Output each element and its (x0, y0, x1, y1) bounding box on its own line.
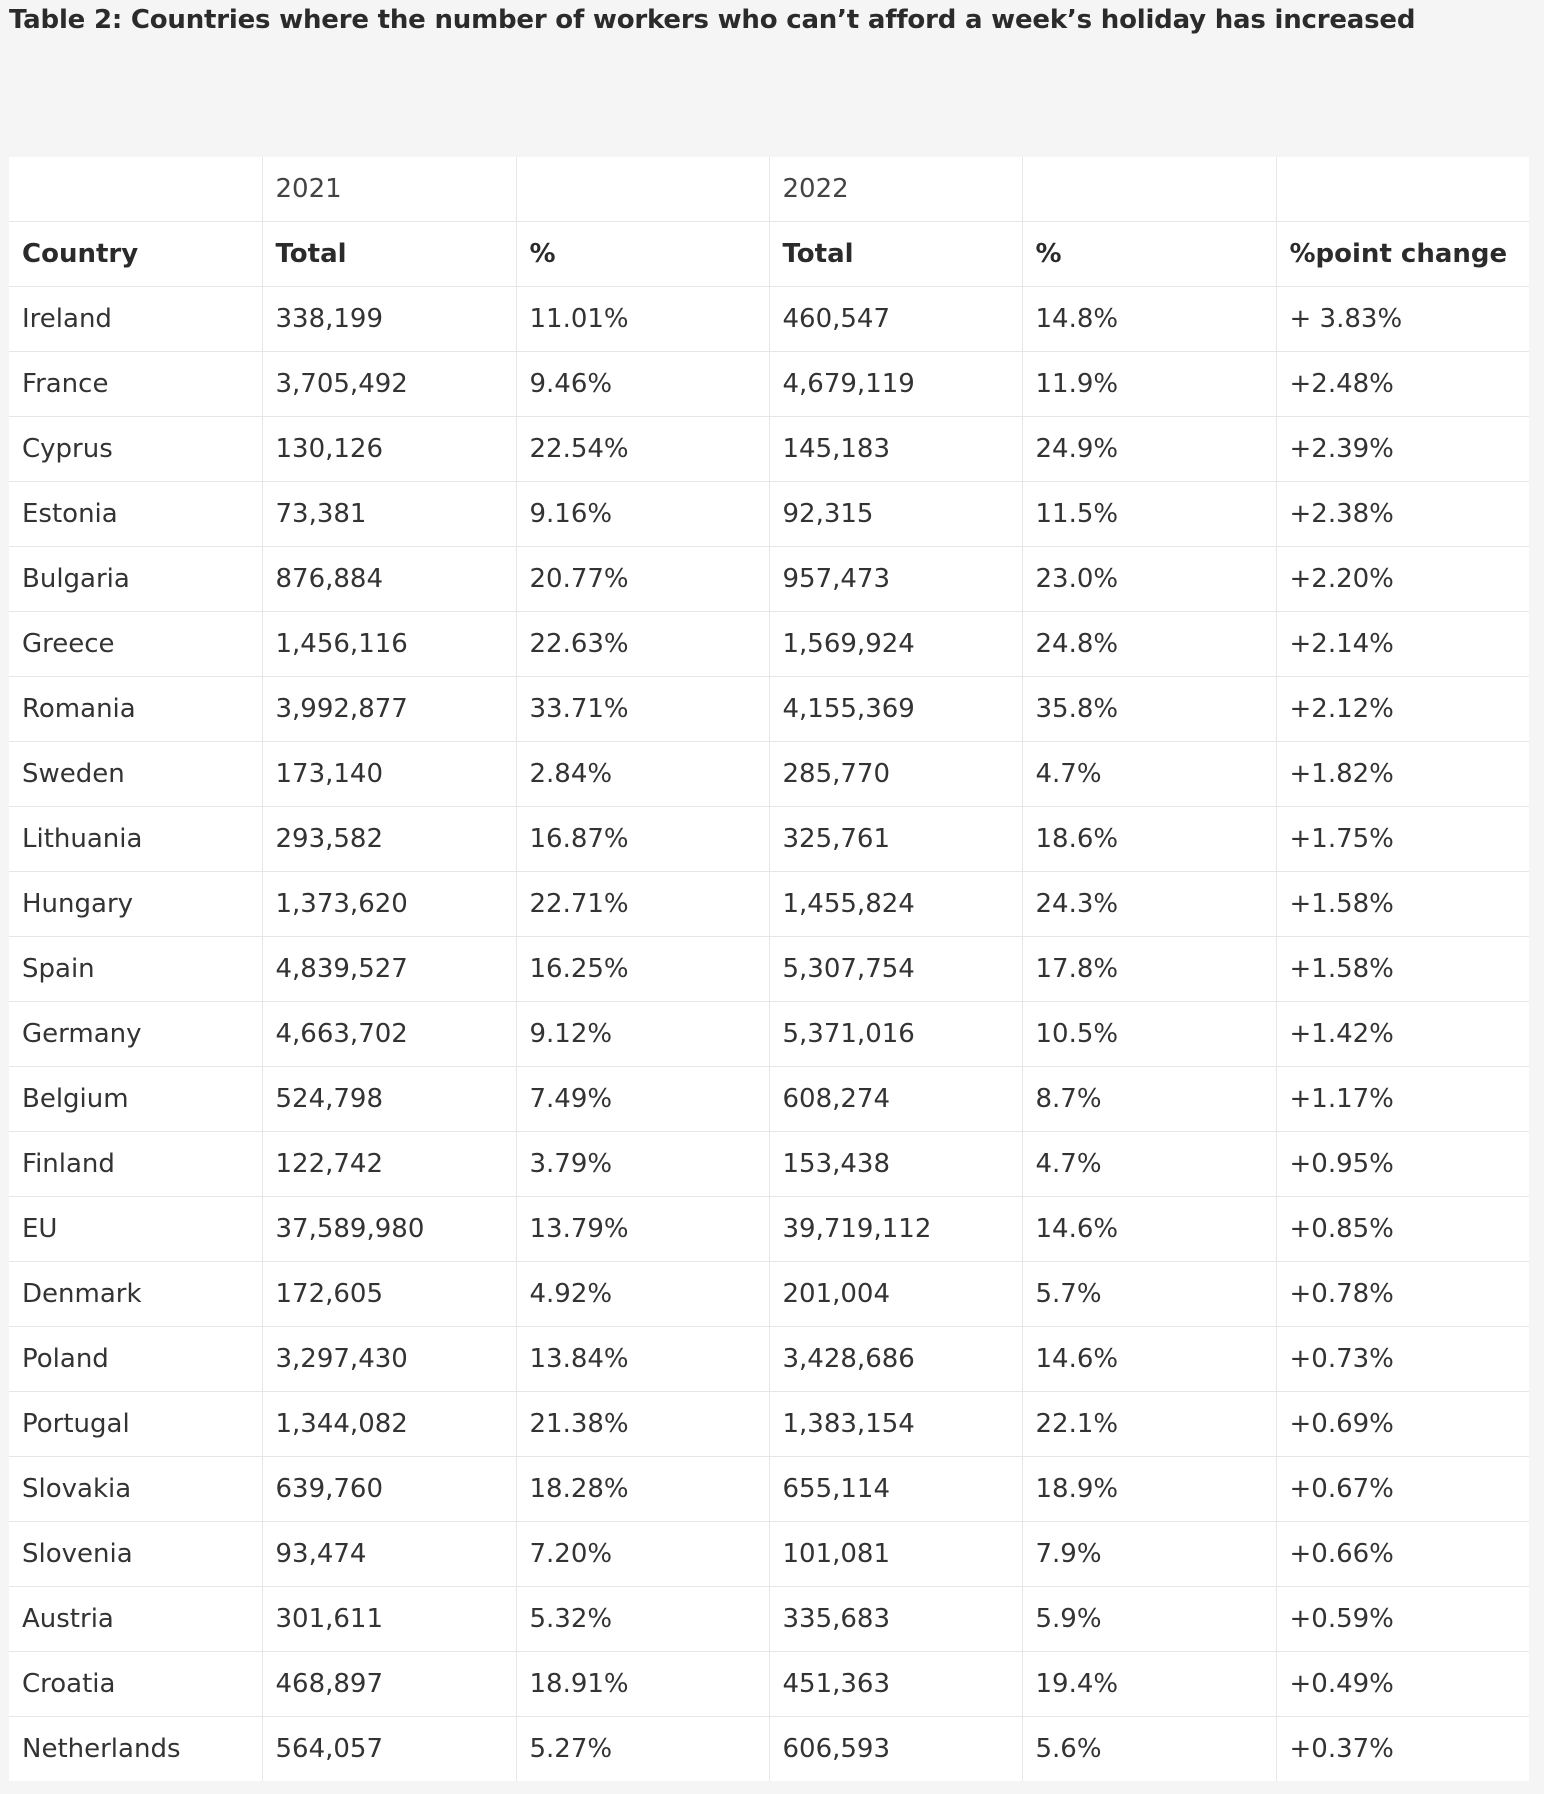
total-2022-cell: 4,155,369 (769, 677, 1022, 742)
table-row (9, 1522, 1529, 1587)
table-row (9, 1132, 1529, 1197)
data-table (9, 157, 1529, 1781)
point-change-cell: +0.69% (1276, 1392, 1529, 1457)
percent-2021-cell: 11.01% (516, 287, 769, 352)
point-change-cell: +1.58% (1276, 937, 1529, 1002)
percent-2021-cell: 13.84% (516, 1327, 769, 1392)
total-2021-cell: 3,705,492 (262, 352, 516, 417)
percent-2022-cell: 17.8% (1022, 937, 1276, 1002)
total-2021-cell: 73,381 (262, 482, 516, 547)
total-2022-cell: 451,363 (769, 1652, 1022, 1717)
point-change-cell: +1.82% (1276, 742, 1529, 807)
percent-2021-cell: 16.87% (516, 807, 769, 872)
country-cell: Bulgaria (9, 547, 262, 612)
total-2022-cell: 285,770 (769, 742, 1022, 807)
table-title: Table 2: Countries where the number of workers who can’t afford a week’s holiday has increased (9, 5, 1416, 35)
country-cell: Estonia (9, 482, 262, 547)
percent-2021-cell: 20.77% (516, 547, 769, 612)
year-cell (1022, 157, 1276, 222)
country-cell: Sweden (9, 742, 262, 807)
total-2021-cell: 293,582 (262, 807, 516, 872)
point-change-cell: +2.20% (1276, 547, 1529, 612)
percent-2021-cell: 4.92% (516, 1262, 769, 1327)
percent-2021-cell: 3.79% (516, 1132, 769, 1197)
percent-2021-cell: 33.71% (516, 677, 769, 742)
table-row (9, 807, 1529, 872)
country-cell: Spain (9, 937, 262, 1002)
year-cell (516, 157, 769, 222)
point-change-cell: +0.85% (1276, 1197, 1529, 1262)
percent-2022-cell: 4.7% (1022, 742, 1276, 807)
header-total-2022: Total (769, 222, 1022, 287)
table-row (9, 1197, 1529, 1262)
table-body (9, 157, 1529, 1781)
total-2022-cell: 5,371,016 (769, 1002, 1022, 1067)
point-change-cell: +2.39% (1276, 417, 1529, 482)
total-2021-cell: 1,344,082 (262, 1392, 516, 1457)
country-cell: Lithuania (9, 807, 262, 872)
percent-2022-cell: 14.6% (1022, 1327, 1276, 1392)
total-2022-cell: 5,307,754 (769, 937, 1022, 1002)
percent-2022-cell: 5.7% (1022, 1262, 1276, 1327)
total-2021-cell: 3,297,430 (262, 1327, 516, 1392)
total-2022-cell: 4,679,119 (769, 352, 1022, 417)
point-change-cell: +1.58% (1276, 872, 1529, 937)
table-row (9, 1652, 1529, 1717)
table-row (9, 1587, 1529, 1652)
header-percent-2022: % (1022, 222, 1276, 287)
point-change-cell: +2.14% (1276, 612, 1529, 677)
country-cell: EU (9, 1197, 262, 1262)
header-percent-2021: % (516, 222, 769, 287)
total-2022-cell: 460,547 (769, 287, 1022, 352)
table-row (9, 547, 1529, 612)
total-2021-cell: 93,474 (262, 1522, 516, 1587)
point-change-cell: + 3.83% (1276, 287, 1529, 352)
percent-2021-cell: 5.27% (516, 1717, 769, 1782)
percent-2022-cell: 14.6% (1022, 1197, 1276, 1262)
table-row (9, 1717, 1529, 1782)
total-2022-cell: 957,473 (769, 547, 1022, 612)
table-row (9, 677, 1529, 742)
percent-2021-cell: 5.32% (516, 1587, 769, 1652)
percent-2022-cell: 24.9% (1022, 417, 1276, 482)
country-cell: Slovenia (9, 1522, 262, 1587)
total-2022-cell: 39,719,112 (769, 1197, 1022, 1262)
total-2022-cell: 3,428,686 (769, 1327, 1022, 1392)
percent-2021-cell: 18.91% (516, 1652, 769, 1717)
total-2021-cell: 173,140 (262, 742, 516, 807)
percent-2021-cell: 7.49% (516, 1067, 769, 1132)
percent-2022-cell: 22.1% (1022, 1392, 1276, 1457)
country-cell: Hungary (9, 872, 262, 937)
percent-2021-cell: 16.25% (516, 937, 769, 1002)
column-header-row (9, 222, 1529, 287)
percent-2022-cell: 24.8% (1022, 612, 1276, 677)
table-row (9, 937, 1529, 1002)
percent-2022-cell: 7.9% (1022, 1522, 1276, 1587)
total-2022-cell: 1,455,824 (769, 872, 1022, 937)
percent-2022-cell: 23.0% (1022, 547, 1276, 612)
table-row (9, 872, 1529, 937)
year-cell (9, 157, 262, 222)
point-change-cell: +2.12% (1276, 677, 1529, 742)
header-country: Country (9, 222, 262, 287)
table-row (9, 287, 1529, 352)
year-header-row (9, 157, 1529, 222)
total-2022-cell: 606,593 (769, 1717, 1022, 1782)
country-cell: Netherlands (9, 1717, 262, 1782)
header-point-change: %point change (1276, 222, 1529, 287)
percent-2021-cell: 22.54% (516, 417, 769, 482)
percent-2021-cell: 2.84% (516, 742, 769, 807)
point-change-cell: +2.38% (1276, 482, 1529, 547)
total-2021-cell: 1,373,620 (262, 872, 516, 937)
country-cell: Portugal (9, 1392, 262, 1457)
table-row (9, 352, 1529, 417)
total-2021-cell: 4,839,527 (262, 937, 516, 1002)
percent-2021-cell: 9.16% (516, 482, 769, 547)
percent-2022-cell: 24.3% (1022, 872, 1276, 937)
total-2021-cell: 564,057 (262, 1717, 516, 1782)
total-2022-cell: 655,114 (769, 1457, 1022, 1522)
total-2021-cell: 4,663,702 (262, 1002, 516, 1067)
percent-2022-cell: 35.8% (1022, 677, 1276, 742)
total-2021-cell: 172,605 (262, 1262, 516, 1327)
point-change-cell: +0.95% (1276, 1132, 1529, 1197)
table-row (9, 1067, 1529, 1132)
total-2022-cell: 608,274 (769, 1067, 1022, 1132)
total-2022-cell: 201,004 (769, 1262, 1022, 1327)
table-row (9, 482, 1529, 547)
country-cell: Belgium (9, 1067, 262, 1132)
percent-2022-cell: 8.7% (1022, 1067, 1276, 1132)
table-row (9, 417, 1529, 482)
percent-2021-cell: 18.28% (516, 1457, 769, 1522)
country-cell: France (9, 352, 262, 417)
total-2021-cell: 130,126 (262, 417, 516, 482)
table-row (9, 1002, 1529, 1067)
total-2022-cell: 335,683 (769, 1587, 1022, 1652)
header-total-2021: Total (262, 222, 516, 287)
percent-2021-cell: 7.20% (516, 1522, 769, 1587)
total-2021-cell: 3,992,877 (262, 677, 516, 742)
year-cell-2022: 2022 (769, 157, 1022, 222)
country-cell: Ireland (9, 287, 262, 352)
percent-2022-cell: 5.6% (1022, 1717, 1276, 1782)
point-change-cell: +0.73% (1276, 1327, 1529, 1392)
point-change-cell: +1.42% (1276, 1002, 1529, 1067)
total-2022-cell: 92,315 (769, 482, 1022, 547)
total-2021-cell: 524,798 (262, 1067, 516, 1132)
country-cell: Poland (9, 1327, 262, 1392)
percent-2021-cell: 9.46% (516, 352, 769, 417)
total-2021-cell: 876,884 (262, 547, 516, 612)
table-row (9, 1392, 1529, 1457)
table-row (9, 1457, 1529, 1522)
percent-2022-cell: 11.9% (1022, 352, 1276, 417)
percent-2022-cell: 19.4% (1022, 1652, 1276, 1717)
total-2022-cell: 325,761 (769, 807, 1022, 872)
percent-2022-cell: 4.7% (1022, 1132, 1276, 1197)
total-2021-cell: 468,897 (262, 1652, 516, 1717)
year-cell-2021: 2021 (262, 157, 516, 222)
table-row (9, 742, 1529, 807)
table-row (9, 612, 1529, 677)
percent-2022-cell: 5.9% (1022, 1587, 1276, 1652)
point-change-cell: +2.48% (1276, 352, 1529, 417)
country-cell: Cyprus (9, 417, 262, 482)
total-2022-cell: 1,383,154 (769, 1392, 1022, 1457)
total-2021-cell: 338,199 (262, 287, 516, 352)
point-change-cell: +0.66% (1276, 1522, 1529, 1587)
point-change-cell: +0.37% (1276, 1717, 1529, 1782)
total-2022-cell: 145,183 (769, 417, 1022, 482)
table-row (9, 1327, 1529, 1392)
country-cell: Austria (9, 1587, 262, 1652)
point-change-cell: +0.67% (1276, 1457, 1529, 1522)
total-2022-cell: 1,569,924 (769, 612, 1022, 677)
percent-2022-cell: 10.5% (1022, 1002, 1276, 1067)
total-2022-cell: 153,438 (769, 1132, 1022, 1197)
total-2021-cell: 301,611 (262, 1587, 516, 1652)
point-change-cell: +1.17% (1276, 1067, 1529, 1132)
point-change-cell: +0.49% (1276, 1652, 1529, 1717)
total-2021-cell: 1,456,116 (262, 612, 516, 677)
percent-2022-cell: 18.6% (1022, 807, 1276, 872)
percent-2021-cell: 22.63% (516, 612, 769, 677)
total-2021-cell: 639,760 (262, 1457, 516, 1522)
point-change-cell: +0.59% (1276, 1587, 1529, 1652)
country-cell: Germany (9, 1002, 262, 1067)
percent-2022-cell: 11.5% (1022, 482, 1276, 547)
total-2021-cell: 122,742 (262, 1132, 516, 1197)
country-cell: Denmark (9, 1262, 262, 1327)
table-row (9, 1262, 1529, 1327)
total-2021-cell: 37,589,980 (262, 1197, 516, 1262)
point-change-cell: +1.75% (1276, 807, 1529, 872)
percent-2021-cell: 21.38% (516, 1392, 769, 1457)
country-cell: Greece (9, 612, 262, 677)
year-cell (1276, 157, 1529, 222)
country-cell: Croatia (9, 1652, 262, 1717)
point-change-cell: +0.78% (1276, 1262, 1529, 1327)
country-cell: Finland (9, 1132, 262, 1197)
percent-2021-cell: 22.71% (516, 872, 769, 937)
percent-2021-cell: 13.79% (516, 1197, 769, 1262)
total-2022-cell: 101,081 (769, 1522, 1022, 1587)
country-cell: Slovakia (9, 1457, 262, 1522)
country-cell: Romania (9, 677, 262, 742)
percent-2021-cell: 9.12% (516, 1002, 769, 1067)
percent-2022-cell: 18.9% (1022, 1457, 1276, 1522)
percent-2022-cell: 14.8% (1022, 287, 1276, 352)
